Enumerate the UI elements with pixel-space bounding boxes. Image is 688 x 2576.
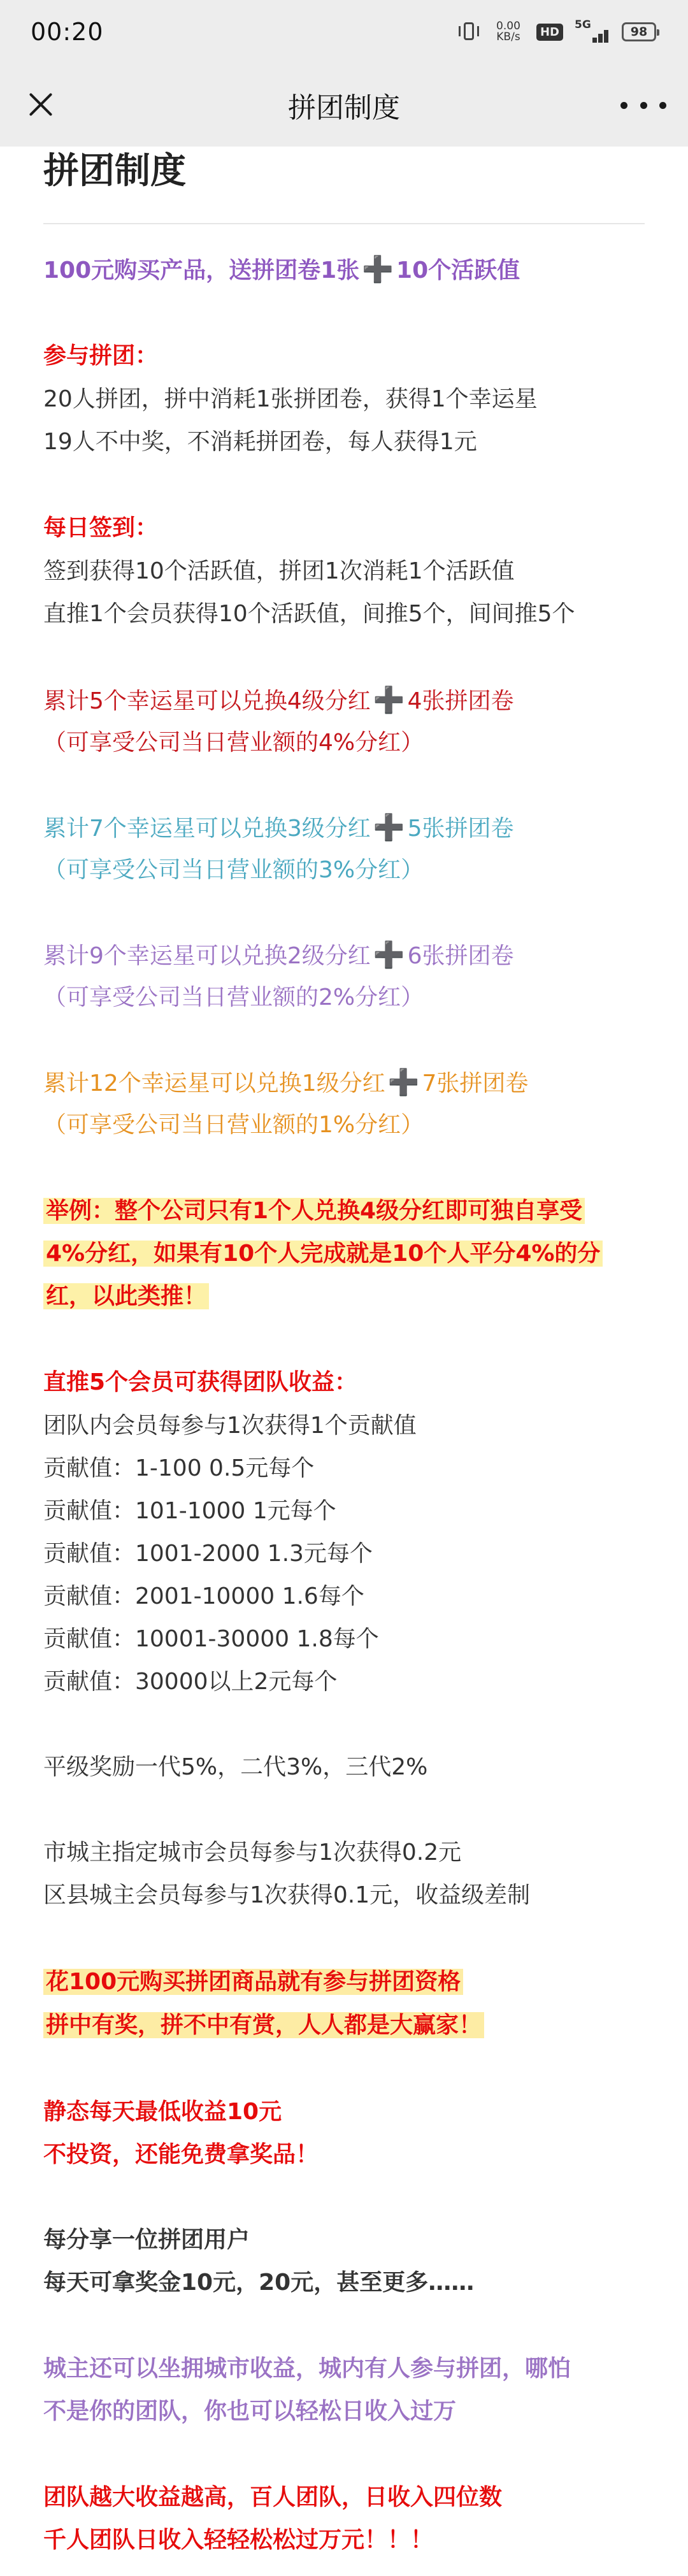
vibrate-icon <box>459 20 480 44</box>
highlight-line <box>43 1961 463 2003</box>
plus-icon: ➕ <box>373 686 405 715</box>
article-title: 拼团制度 <box>43 150 186 192</box>
tier-1-text-b: 7张拼团卷 <box>422 1070 529 1097</box>
battery-level: 98 <box>630 25 648 39</box>
example-line <box>43 1276 209 1318</box>
example-text: 红，以此类推！ <box>43 1283 209 1309</box>
close-icon[interactable] <box>20 84 61 125</box>
network-speed-value: 0.00 <box>496 20 520 32</box>
text-line: 平级奖励一代5%，二代3%，三代2% <box>43 1754 428 1780</box>
intro-text-b: 10个活跃值 <box>396 257 520 284</box>
intro-line <box>43 248 520 292</box>
text-line: 每分享一位拼团用户 <box>43 2227 250 2253</box>
text-line: 签到获得10个活跃值，拼团1次消耗1个活跃值 <box>43 558 515 584</box>
text-line: 千人团队日收入轻轻松松过万元！！！ <box>43 2527 434 2553</box>
text-line: 区县城主会员每参与1次获得0.1元，收益级差制 <box>43 1882 531 1908</box>
plus-icon: ➕ <box>373 813 405 842</box>
example-text: 4%分红，如果有10个人完成就是10个人平分4%的分 <box>43 1241 603 1267</box>
plus-icon: ➕ <box>362 255 394 284</box>
text-line: 直推1个会员获得10个活跃值，间推5个，间间推5个 <box>43 601 575 627</box>
text-line: 每天可拿奖金10元，20元，甚至更多…… <box>43 2270 475 2296</box>
text-line: 市城主指定城市会员每参与1次获得0.2元 <box>43 1839 462 1866</box>
highlight-text: 花100元购买拼团商品就有参与拼团资格 <box>43 1969 463 1995</box>
tier-4-line <box>43 679 514 723</box>
text-line: 团队越大收益越高，百人团队，日收入四位数 <box>43 2484 503 2510</box>
tier-4-text-b: 4张拼团卷 <box>407 688 514 714</box>
network-speed <box>492 21 525 43</box>
contribution-row: 贡献值：2001-10000 1.6每个 <box>43 1583 364 1609</box>
tier-2-text-b: 6张拼团卷 <box>407 943 514 969</box>
tier-2-note: （可享受公司当日营业额的2%分红） <box>43 984 424 1011</box>
hd-icon: HD <box>536 24 563 41</box>
contribution-row: 贡献值：10001-30000 1.8每个 <box>43 1626 379 1652</box>
nav-title: 拼团制度 <box>288 92 400 124</box>
text-line: 20人拼团，拼中消耗1张拼团卷，获得1个幸运星 <box>43 386 538 412</box>
tier-1-line <box>43 1061 528 1105</box>
intro-text-a: 100元购买产品，送拼团卷1张 <box>43 257 360 284</box>
signal-5g-icon <box>575 20 610 44</box>
plus-icon: ➕ <box>373 940 405 970</box>
tier-4-text-a: 累计5个幸运星可以兑换4级分红 <box>43 688 371 714</box>
tier-1-note: （可享受公司当日营业额的1%分红） <box>43 1112 424 1138</box>
example-text: 举例：整个公司只有1个人兑换4级分红即可独自享受 <box>43 1198 585 1224</box>
tier-1-text-a: 累计12个幸运星可以兑换1级分红 <box>43 1070 385 1097</box>
example-line <box>43 1190 585 1232</box>
example-line <box>43 1233 603 1275</box>
tier-3-note: （可享受公司当日营业额的3%分红） <box>43 857 424 883</box>
tier-3-text-a: 累计7个幸运星可以兑换3级分红 <box>43 816 371 842</box>
highlight-text: 拼中有奖，拼不中有赏，人人都是大赢家！ <box>43 2012 484 2038</box>
highlight-line <box>43 2004 484 2047</box>
battery-icon <box>622 22 656 41</box>
text-line: 团队内会员每参与1次获得1个贡献值 <box>43 1413 417 1439</box>
contribution-row: 贡献值：30000以上2元每个 <box>43 1669 338 1695</box>
contribution-row: 贡献值：101-1000 1元每个 <box>43 1498 336 1524</box>
tier-2-text-a: 累计9个幸运星可以兑换2级分红 <box>43 943 371 969</box>
nav-bar <box>0 64 688 147</box>
text-line: 静态每天最低收益10元 <box>43 2099 282 2125</box>
tier-2-line <box>43 934 514 977</box>
section-heading-join: 参与拼团： <box>43 343 159 369</box>
tier-4-note: （可享受公司当日营业额的4%分红） <box>43 730 424 756</box>
more-dots-icon[interactable] <box>620 88 666 122</box>
status-time: 00:20 <box>31 18 104 46</box>
contribution-row: 贡献值：1-100 0.5元每个 <box>43 1455 315 1481</box>
text-line: 不投资，还能免费拿奖品！ <box>43 2141 319 2168</box>
plus-icon: ➕ <box>387 1068 420 1097</box>
title-divider <box>43 223 645 224</box>
text-line: 城主还可以坐拥城市收益，城内有人参与拼团，哪怕 <box>43 2356 571 2382</box>
signal-5g-label: 5G <box>575 18 591 31</box>
status-icons <box>459 20 656 44</box>
tier-3-line <box>43 807 514 850</box>
text-line: 不是你的团队，你也可以轻松日收入过万 <box>43 2398 457 2424</box>
network-speed-unit: KB/s <box>496 31 520 43</box>
section-heading-checkin: 每日签到： <box>43 515 159 541</box>
text-line: 19人不中奖，不消耗拼团卷，每人获得1元 <box>43 429 477 455</box>
status-bar <box>0 0 688 64</box>
contribution-row: 贡献值：1001-2000 1.3元每个 <box>43 1541 373 1567</box>
tier-3-text-b: 5张拼团卷 <box>407 816 514 842</box>
section-heading-team: 直推5个会员可获得团队收益： <box>43 1369 358 1395</box>
